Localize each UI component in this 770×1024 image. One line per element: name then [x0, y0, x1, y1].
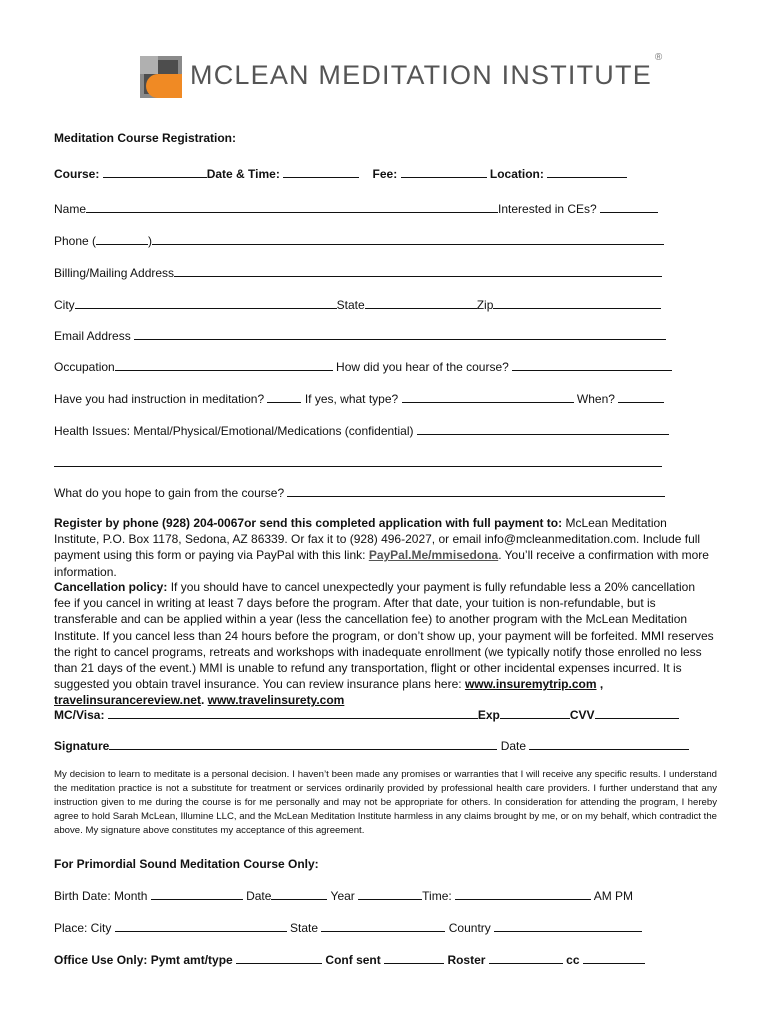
cancellation-bold: Cancellation policy: — [54, 580, 168, 594]
phone-row — [54, 233, 664, 248]
insuremytrip-link[interactable]: www.insuremytrip.com — [464, 677, 597, 692]
place-city-field[interactable] — [115, 920, 287, 932]
instruction-row — [54, 391, 664, 406]
signature-label: Signature — [54, 739, 110, 753]
zip-field[interactable] — [493, 297, 661, 309]
mcvisa-field[interactable] — [108, 707, 478, 719]
disclaimer-text: My decision to learn to meditate is a personal decision. I haven’t been made any promises or warranties that I will receive any specific results. I understand the meditation practice is not a substitute for treatment or services ordinarily provided by professional health care providers. I further understand that any instruction given to me during the course is for me personally and may not be appropriate for others. In consideration for attending the program, I hereby agree to hold Sarah McLean, Illumine LLC, and the McLean Meditation Institute harmless in any claims brought by me, or on my behalf, which contradict the above. My signature above constitutes my acceptance of this agreement. — [54, 769, 717, 837]
course-field[interactable] — [103, 166, 207, 178]
signature-row — [54, 738, 689, 753]
exp-label: Exp — [477, 708, 500, 722]
cancellation-paragraph — [54, 579, 714, 709]
register-after: . You’ll receive a confirmation with more information. — [54, 548, 709, 579]
roster-field[interactable] — [489, 952, 563, 964]
registered-mark: ® — [654, 52, 664, 63]
signature-field[interactable] — [109, 738, 497, 750]
cc-field[interactable] — [583, 952, 645, 964]
what-type-field[interactable] — [402, 391, 574, 403]
pymt-field[interactable] — [236, 952, 322, 964]
when-field[interactable] — [618, 391, 664, 403]
location-label: Location: — [489, 167, 544, 181]
birth-date-label: Date — [246, 889, 272, 903]
name-row — [54, 201, 658, 216]
when-label: When? — [576, 392, 615, 406]
occupation-field[interactable] — [115, 359, 333, 371]
health-row — [54, 423, 669, 438]
place-row — [54, 920, 642, 935]
fee-label: Fee: — [372, 167, 398, 181]
office-row — [54, 952, 645, 967]
hear-label: How did you hear of the course? — [336, 360, 509, 374]
place-state-field[interactable] — [321, 920, 445, 932]
conf-field[interactable] — [384, 952, 444, 964]
birth-row — [54, 888, 633, 903]
name-field[interactable] — [86, 201, 498, 213]
place-state-label: State — [290, 921, 319, 935]
birth-month-field[interactable] — [151, 888, 243, 900]
primordial-heading: For Primordial Sound Meditation Course Only: — [54, 857, 319, 871]
city-row — [54, 297, 661, 312]
date-field[interactable] — [529, 738, 689, 750]
course-row — [54, 166, 627, 181]
cvv-label: CVV — [569, 708, 595, 722]
occupation-label: Occupation — [54, 360, 115, 374]
zip-label: Zip — [476, 298, 494, 312]
link-separator: , — [596, 677, 604, 692]
ces-field[interactable] — [600, 201, 658, 213]
phone-paren: ) — [148, 234, 153, 248]
country-field[interactable] — [494, 920, 642, 932]
country-label: Country — [448, 921, 491, 935]
course-label: Course: — [54, 167, 100, 181]
travelinsurety-link[interactable]: www.travelinsurety.com — [207, 693, 345, 708]
link-separator: . — [200, 693, 208, 708]
time-field[interactable] — [455, 888, 591, 900]
email-label: Email Address — [54, 329, 131, 343]
birth-label: Birth Date: Month — [54, 889, 148, 903]
roster-label: Roster — [447, 953, 486, 967]
hope-field[interactable] — [287, 485, 665, 497]
health-field[interactable] — [417, 423, 669, 435]
ampm-label: AM PM — [593, 889, 634, 903]
datetime-label: Date & Time: — [206, 167, 280, 181]
health-extra-line[interactable] — [54, 466, 662, 467]
paypal-link[interactable]: PayPal.Me/mmisedona — [368, 548, 499, 563]
state-label: State — [336, 298, 365, 312]
city-label: City — [54, 298, 75, 312]
instruction-field[interactable] — [267, 391, 301, 403]
register-paragraph — [54, 515, 714, 580]
location-field[interactable] — [547, 166, 627, 178]
address-row — [54, 265, 662, 280]
occupation-row — [54, 359, 672, 374]
hear-field[interactable] — [512, 359, 672, 371]
ces-label: Interested in CEs? — [498, 202, 597, 216]
address-label: Billing/Mailing Address — [54, 266, 175, 280]
office-label: Office Use Only: Pymt amt/type — [54, 953, 233, 967]
birth-year-label: Year — [330, 889, 355, 903]
phone-field[interactable] — [152, 233, 664, 245]
city-field[interactable] — [75, 297, 337, 309]
email-field[interactable] — [134, 328, 666, 340]
email-row — [54, 328, 666, 343]
instruction-label: Have you had instruction in meditation? — [54, 392, 265, 406]
register-bold: Register by phone (928) 204-0067or send this completed application with full payment to: — [54, 516, 563, 530]
conf-label: Conf sent — [325, 953, 381, 967]
datetime-field[interactable] — [283, 166, 359, 178]
place-label: Place: City — [54, 921, 112, 935]
mcvisa-row — [54, 707, 679, 722]
what-type-label: If yes, what type? — [304, 392, 399, 406]
exp-field[interactable] — [500, 707, 570, 719]
time-label: Time: — [422, 889, 452, 903]
travelinsurancereview-link[interactable]: travelinsurancereview.net — [54, 693, 201, 708]
address-field[interactable] — [174, 265, 662, 277]
cancellation-text: If you should have to cancel unexpectedly your payment is fully refundable less a 20% cancellation fee if you cancel in writing at least 7 days before the program. After that date, your tuition is non-refundable, but is transferable and can be applied within a year (less the cancellation fee) to another program with the McLean Meditation Institute. If you cancel less than 24 hours before the program, or don’t show up, your payment will be forfeited. MMI reserves the right to cancel programs, retreats and workshops with inadequate enrollment (we typically notify those enrolled no less than 21 days of the event.) MMI is unable to refund any transportation, flight or other incidental expenses incurred. It is suggested you obtain travel insurance. You can review insurance plans here: — [54, 580, 714, 692]
state-field[interactable] — [365, 297, 477, 309]
hope-row — [54, 485, 665, 500]
cc-label: cc — [566, 953, 580, 967]
cvv-field[interactable] — [595, 707, 679, 719]
name-label: Name — [54, 202, 87, 216]
date-label: Date — [500, 739, 527, 753]
register-text: McLean Meditation Institute, P.O. Box 1178, Sedona, AZ 86339. Or fax it to (928) 496-2027, or email info@mcleanmeditation.com. Include full payment using this form or paying via PayPal with this link: — [54, 516, 701, 563]
form-heading: Meditation Course Registration: — [54, 131, 237, 145]
phone-area-field[interactable] — [96, 233, 148, 245]
logo-text: MCLEAN MEDITATION INSTITUTE® — [190, 52, 664, 90]
birth-year-field[interactable] — [358, 888, 422, 900]
mcvisa-label: MC/Visa: — [54, 708, 105, 722]
logo — [140, 52, 664, 100]
birth-date-field[interactable] — [271, 888, 327, 900]
logo-mark-icon — [140, 56, 182, 98]
health-label: Health Issues: Mental/Physical/Emotional/Medications (confidential) — [54, 424, 414, 438]
fee-field[interactable] — [401, 166, 487, 178]
phone-label: Phone ( — [54, 234, 97, 248]
hope-label: What do you hope to gain from the course? — [54, 486, 285, 500]
